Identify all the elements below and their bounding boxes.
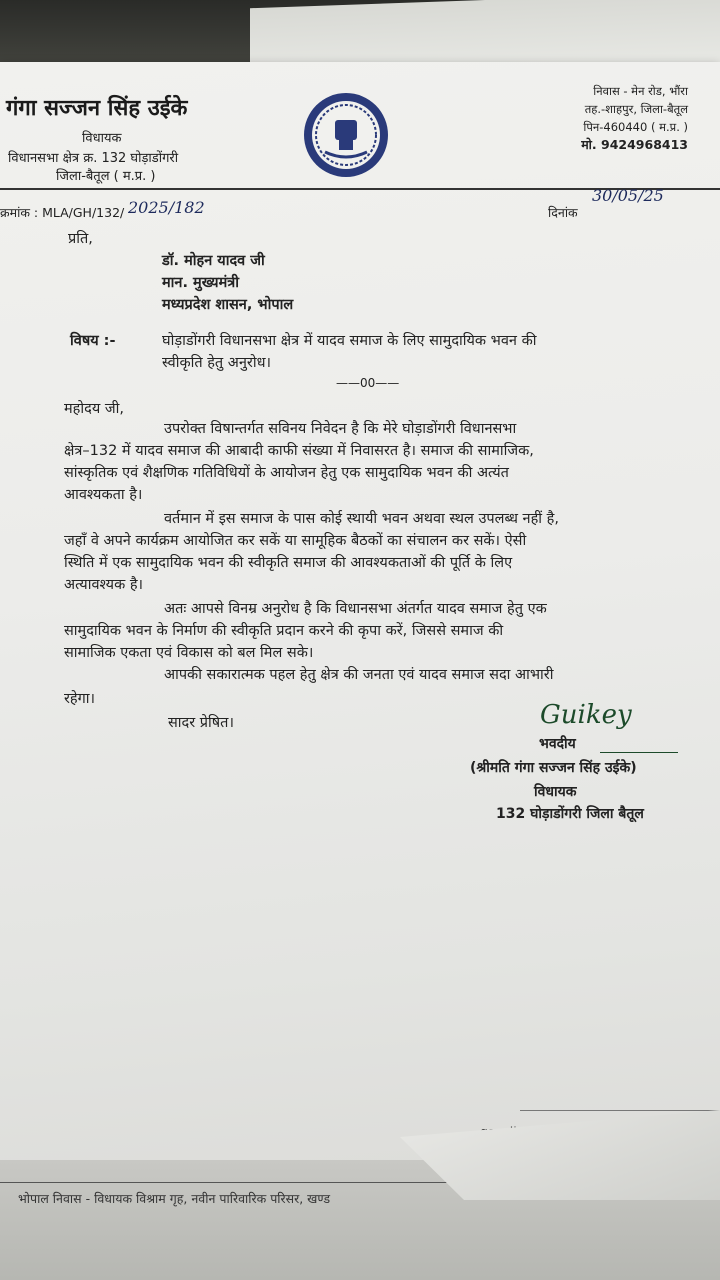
body-line: जहाँ वे अपने कार्यक्रम आयोजित कर सकें या सामूहिक बैठकों का संचालन कर सकें। ऐसी bbox=[64, 533, 527, 549]
recipient-name: डॉ. मोहन यादव जी bbox=[162, 253, 265, 269]
recipient-prati: प्रति, bbox=[68, 231, 93, 247]
recipient-office: मध्यप्रदेश शासन, भोपाल bbox=[162, 297, 294, 313]
letterhead-designation: विधायक bbox=[82, 131, 122, 146]
sadar-preshit: सादर प्रेषित। bbox=[168, 715, 234, 731]
footer-bhopal-address: भोपाल निवास - विधायक विश्राम गृह, नवीन पारिवारिक परिसर, खण्ड bbox=[18, 1191, 331, 1206]
body-line: अत्यावश्यक है। bbox=[64, 577, 144, 593]
body-line: वर्तमान में इस समाज के पास कोई स्थायी भवन अथवा स्थल उपलब्ध नहीं है, bbox=[164, 511, 559, 527]
mp-emblem-icon bbox=[303, 92, 389, 178]
subject-line-1: घोड़ाडोंगरी विधानसभा क्षेत्र में यादव समाज के लिए सामुदायिक भवन की bbox=[162, 333, 537, 349]
footer-rule bbox=[520, 1110, 720, 1111]
subject-line-2: स्वीकृति हेतु अनुरोध। bbox=[162, 355, 272, 371]
mobile-number: मो. 9424968413 bbox=[581, 137, 688, 152]
body-line: आपकी सकारात्मक पहल हेतु क्षेत्र की जनता एवं यादव समाज सदा आभारी bbox=[164, 667, 554, 683]
reference-number-handwritten: 2025/182 bbox=[128, 198, 205, 217]
signature-underline bbox=[600, 752, 678, 753]
body-line: अतः आपसे विनम्र अनुरोध है कि विधानसभा अंतर्गत यादव समाज हेतु एक bbox=[164, 601, 547, 617]
signature-full-name: (श्रीमति गंगा सज्जन सिंह उईके) bbox=[470, 760, 637, 776]
address-line-1: निवास - मेन रोड, भौंरा bbox=[593, 84, 688, 98]
letter-page bbox=[0, 62, 720, 1172]
signature-constituency: 132 घोड़ाडोंगरी जिला बैतूल bbox=[496, 806, 644, 822]
date-label: दिनांक bbox=[548, 205, 578, 220]
letterhead-constituency: विधानसभा क्षेत्र क्र. 132 घोड़ाडोंगरी bbox=[8, 151, 179, 166]
body-line: सामुदायिक भवन के निर्माण की स्वीकृति प्रदान करने की कृपा करें, जिससे समाज की bbox=[64, 623, 504, 639]
body-line: रहेगा। bbox=[64, 691, 96, 707]
date-handwritten: 30/05/25 bbox=[592, 186, 664, 205]
signature-scribble: Guikey bbox=[540, 700, 632, 730]
reference-label: क्रमांक : MLA/GH/132/ bbox=[0, 205, 125, 220]
body-line: सामाजिक एकता एवं विकास को बल मिल सके। bbox=[64, 645, 314, 661]
salutation: महोदय जी, bbox=[64, 401, 124, 417]
letterhead-district: जिला-बैतूल ( म.प्र. ) bbox=[56, 169, 156, 184]
letterhead-name: गंगा सज्जन सिंह उईके bbox=[6, 96, 188, 121]
body-line: स्थिति में एक सामुदायिक भवन की स्वीकृति समाज की आवश्यकताओं की पूर्ति के लिए bbox=[64, 555, 513, 571]
signature-closing: भवदीय bbox=[539, 736, 576, 752]
body-line: सांस्कृतिक एवं शैक्षणिक गतिविधियों के आयोजन हेतु एक सामुदायिक भवन की अत्यंत bbox=[64, 465, 509, 481]
body-line: क्षेत्र–132 में यादव समाज की आबादी काफी संख्या में निवासरत है। समाज की सामाजिक, bbox=[64, 443, 534, 459]
recipient-title: मान. मुख्यमंत्री bbox=[162, 275, 240, 291]
address-line-2: तह.-शाहपुर, जिला-बैतूल bbox=[584, 102, 688, 116]
subject-label: विषय :- bbox=[70, 333, 116, 349]
body-line: आवश्यकता है। bbox=[64, 487, 143, 503]
body-line: उपरोक्त विषान्तर्गत सविनय निवेदन है कि मेरे घोड़ाडोंगरी विधानसभा bbox=[164, 421, 517, 437]
signature-designation: विधायक bbox=[534, 784, 577, 800]
subject-separator: ——00—— bbox=[336, 376, 400, 390]
address-line-3: पिन-460440 ( म.प्र. ) bbox=[583, 120, 688, 134]
